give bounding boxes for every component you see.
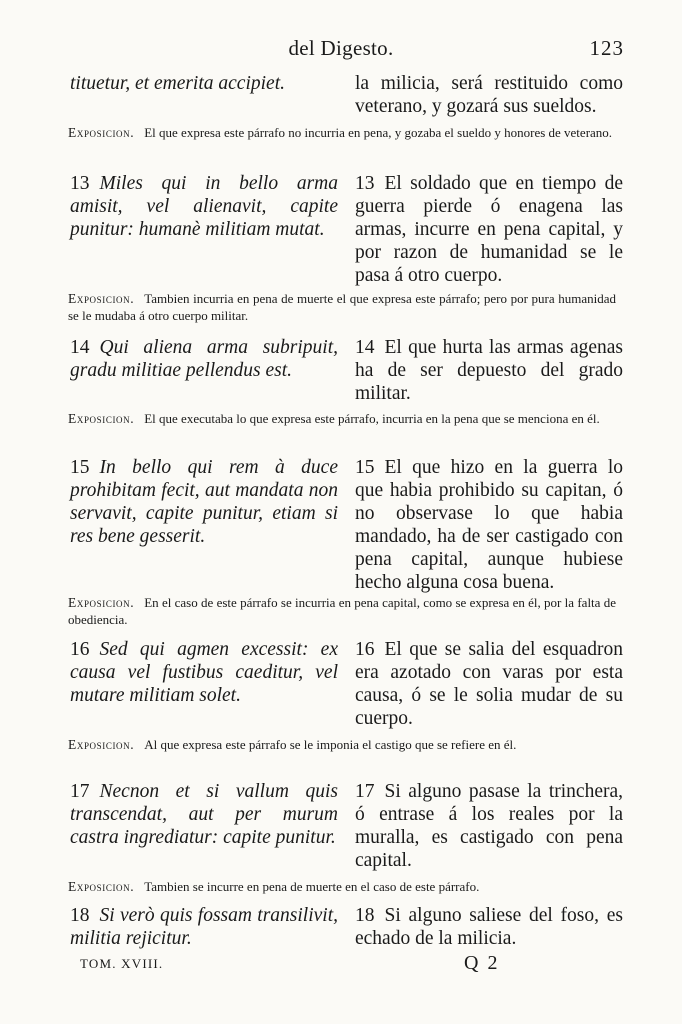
spanish-text <box>355 780 623 872</box>
spanish-body: El que hurta las armas agenas ha de ser depuesto del grado militar. <box>355 337 623 404</box>
exposicion-note <box>68 878 616 895</box>
spanish-text <box>355 456 623 594</box>
exposicion-note <box>68 124 616 141</box>
exposicion-note <box>68 736 616 753</box>
latin-text: tituetur, et emerita accipiet. <box>70 73 285 94</box>
latin-body: Qui aliena arma subripuit, gradu militiae pellendus est. <box>70 337 338 381</box>
paragraph-number: 18 <box>355 905 375 926</box>
exposicion-label: Exposicion. <box>68 737 135 752</box>
paragraph-number: 14 <box>355 337 375 358</box>
paragraph-number: 15 <box>355 457 375 478</box>
spanish-text <box>355 172 623 287</box>
spanish-text: la milicia, será restituido como veterano, y gozará sus sueldos. <box>355 73 623 117</box>
page-footer <box>0 952 682 978</box>
latin-body: Sed qui agmen excessit: ex causa vel fustibus caeditur, vel mutare militiam solet. <box>70 639 338 706</box>
spanish-body: El que hizo en la guerra lo que habia prohibido su capitan, ó no observase lo que habia mandado, ha de ser castigado con pena capital, aunque hubiese hecho alguna cosa buena. <box>355 457 623 593</box>
latin-body: Si verò quis fossam transilivit, militia rejicitur. <box>70 905 338 949</box>
latin-body: In bello qui rem à duce prohibitam fecit, aut mandata non servavit, capite punitur, etiam si res bene gesserit. <box>70 457 338 547</box>
paragraph-number: 16 <box>70 639 90 660</box>
spanish-body: El que se salia del esquadron era azotado con varas por esta causa, ó se le solia mudar de su cuerpo. <box>355 639 623 729</box>
exposicion-label: Exposicion. <box>68 879 135 894</box>
paragraph-number: 13 <box>70 173 90 194</box>
paragraph-number: 18 <box>70 905 90 926</box>
spanish-body: Si alguno pasase la trinchera, ó entrase á los reales por la muralla, es castigado con pena capital. <box>355 781 623 871</box>
latin-text <box>70 904 338 950</box>
exposicion-label: Exposicion. <box>68 125 135 140</box>
volume-label: TOM. XVIII. <box>80 956 164 971</box>
exposicion-text: En el caso de este párrafo se incurria en pena capital, como se expresa en él, por la falta de obediencia. <box>68 595 616 627</box>
exposicion-text: Tambien se incurre en pena de muerte en el caso de este párrafo. <box>144 879 480 894</box>
spanish-text <box>355 904 623 950</box>
spanish-text <box>355 638 623 730</box>
latin-text <box>70 456 338 548</box>
exposicion-text: El que expresa este párrafo no incurria en pena, y gozaba el sueldo y honores de veterano. <box>144 125 613 140</box>
latin-body: Miles qui in bello arma amisit, vel alienavit, capite punitur: humanè militiam mutat. <box>70 173 338 240</box>
paragraph-number: 16 <box>355 639 375 660</box>
paragraph-number: 13 <box>355 173 375 194</box>
paragraph-number: 17 <box>70 781 90 802</box>
exposicion-label: Exposicion. <box>68 411 135 426</box>
exposicion-label: Exposicion. <box>68 595 135 610</box>
exposicion-note <box>68 410 616 427</box>
exposicion-note <box>68 594 616 628</box>
paragraph-number: 15 <box>70 457 90 478</box>
exposicion-text: Tambien incurria en pena de muerte el que expresa este párrafo; pero por pura humanidad se le mudaba á otro cuerpo militar. <box>68 291 616 323</box>
latin-text <box>70 172 338 241</box>
signature-mark: Q 2 <box>464 952 500 974</box>
latin-text <box>70 780 338 849</box>
paragraph-number: 17 <box>355 781 375 802</box>
spanish-body: El soldado que en tiempo de guerra pierde ó enagena las armas, incurre en pena capital, y por razon de humanidad se le pasa á otro cuerpo. <box>355 173 623 286</box>
latin-text <box>70 638 338 707</box>
spanish-text <box>355 336 623 405</box>
latin-text <box>70 336 338 382</box>
page-header <box>0 36 682 62</box>
running-title: del Digesto. <box>288 36 394 60</box>
latin-body: Necnon et si vallum quis transcendat, aut per murum castra ingrediatur: capite punitur. <box>70 781 338 848</box>
paragraph-number: 14 <box>70 337 90 358</box>
exposicion-text: El que executaba lo que expresa este párrafo, incurria en la pena que se menciona en él. <box>144 411 600 426</box>
exposicion-text: Al que expresa este párrafo se le imponia el castigo que se refiere en él. <box>144 737 517 752</box>
spanish-body: Si alguno saliese del foso, es echado de la milicia. <box>355 905 623 949</box>
exposicion-note <box>68 290 616 324</box>
page-number: 123 <box>589 36 624 60</box>
exposicion-label: Exposicion. <box>68 291 135 306</box>
